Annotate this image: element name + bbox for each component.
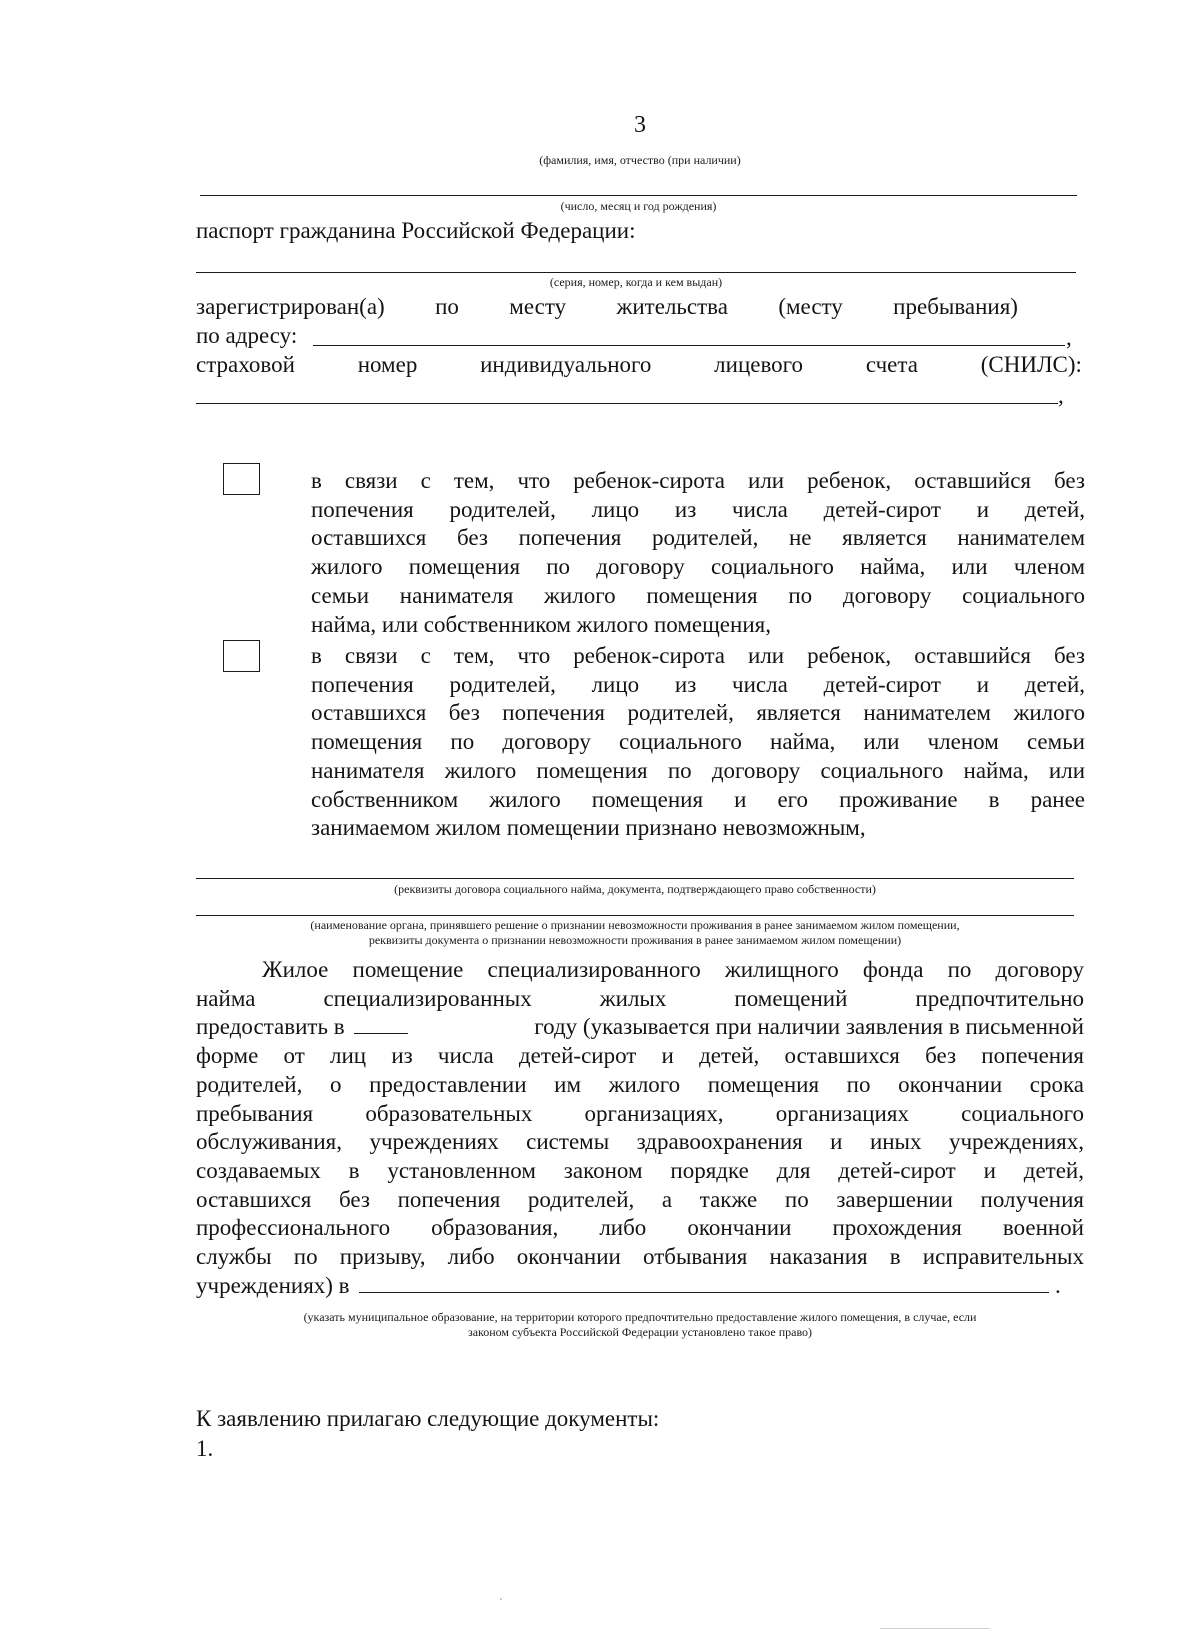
snils-word: страховой [196, 352, 295, 377]
option-line: занимаемом жилом помещении признано невозможным, [311, 815, 866, 841]
passport-details-caption: (серия, номер, когда и кем выдан) [549, 275, 723, 289]
snils-comma: , [1058, 383, 1064, 408]
address-label: по адресу: [196, 323, 298, 348]
option-line: собственником жилого помещения и его проживание в ранее [311, 786, 1085, 812]
option-line: оставшихся без попечения родителей, не является нанимателем [311, 525, 1085, 551]
option-line: попечения родителей, лицо из числа детей-сирот и детей, [311, 496, 1085, 522]
registration-label [196, 292, 1018, 321]
paragraph-line: профессионального образования, либо окончании прохождения военной [196, 1215, 1084, 1241]
option-line: попечения родителей, лицо из числа детей-сирот и детей, [311, 671, 1085, 697]
fio-caption: (фамилия, имя, отчество (при наличии) [539, 153, 741, 167]
municipality-blank[interactable] [359, 1274, 1049, 1293]
paragraph-word: предпочтительно [915, 985, 1084, 1011]
municipality-caption [196, 1310, 1084, 1340]
snils-word: номер [357, 352, 418, 377]
paragraph-line [196, 1013, 1084, 1042]
paragraph-line: родителей, о предоставлении им жилого помещения по окончании срока [196, 1071, 1084, 1097]
registration-word: жительства [616, 294, 728, 319]
passport-label: паспорт гражданина Российской Федерации: [196, 218, 636, 243]
snils-word: счета [865, 352, 918, 377]
paragraph-line [196, 985, 1084, 1014]
attachments-heading: К заявлению прилагаю следующие документы: [196, 1406, 660, 1431]
registration-word: по [435, 294, 459, 319]
birth-date-line[interactable] [200, 195, 1077, 196]
municipality-caption-line-2: законом субъекта Российской Федерации установлено такое право) [467, 1325, 813, 1339]
paragraph-text: году (указывается при наличии заявления в письменной [534, 1014, 1084, 1040]
paragraph-line: Жилое помещение специализированного жилищного фонда по договору [262, 957, 1084, 982]
option-line: оставшихся без попечения родителей, является нанимателем жилого [311, 700, 1085, 726]
snils-word: индивидуального [480, 352, 652, 377]
paragraph-word: жилых [599, 985, 667, 1011]
organ-caption-line-2: реквизиты документа о признании невозможности проживания в ранее занимаемом жилом помещении) [368, 933, 902, 947]
registration-word: зарегистрирован(а) [196, 294, 385, 319]
municipality-caption-line-1: (указать муниципальное образование, на территории которого предпочтительно предоставление жилого помещения, в случае, если [303, 1310, 977, 1324]
contract-details-line[interactable] [196, 878, 1074, 879]
option-line: в связи с тем, что ребенок-сирота или ребенок, оставшийся без [311, 643, 1085, 668]
paragraph-word: найма [196, 985, 256, 1011]
organ-decision-caption [196, 918, 1074, 948]
paragraph-word: специализированных [323, 985, 532, 1011]
paragraph-line: службы по призыву, либо окончании отбывания наказания в исправительных [196, 1244, 1084, 1270]
option-line: в связи с тем, что ребенок-сирота или ребенок, оставшийся без [311, 468, 1085, 493]
passport-details-line[interactable] [196, 272, 1076, 273]
main-paragraph [196, 956, 1084, 1300]
paragraph-line [196, 1272, 1084, 1301]
option-line: помещения по договору социального найма, или членом семьи [311, 729, 1085, 755]
organ-decision-line[interactable] [196, 915, 1074, 916]
registration-word: (месту [778, 294, 843, 319]
snils-label [196, 350, 1082, 379]
birth-date-caption: (число, месяц и год рождения) [560, 199, 717, 213]
paragraph-text: предоставить в [196, 1014, 345, 1040]
paragraph-line: пребывания образовательных организациях, организациях социального [196, 1100, 1084, 1126]
option-line: нанимателя жилого помещения по договору социального найма, или [311, 757, 1085, 783]
snils-line[interactable] [196, 403, 1058, 404]
paragraph-text: учреждениях) в [196, 1272, 350, 1298]
paragraph-line: форме от лиц из числа детей-сирот и детей, оставшихся без попечения [196, 1043, 1084, 1069]
option-2-text [311, 642, 1085, 843]
snils-word: (СНИЛС): [980, 352, 1082, 377]
option-line: семьи нанимателя жилого помещения по договору социального [311, 582, 1085, 608]
option-line: жилого помещения по договору социального найма, или членом [311, 554, 1085, 580]
registration-word: месту [509, 294, 567, 319]
scan-edge-mark [880, 1628, 990, 1629]
paragraph-line: создаваемых в установленном законом порядке для детей-сирот и детей, [196, 1157, 1084, 1183]
scan-speck [500, 1598, 502, 1600]
paragraph-line: обслуживания, учреждениях системы здравоохранения и иных учреждениях, [196, 1129, 1084, 1155]
address-line[interactable] [313, 345, 1065, 346]
paragraph-word: помещений [734, 985, 848, 1011]
organ-caption-line-1: (наименование органа, принявшего решение о признании невозможности проживания в ранее занимаемом жилом помещении, [310, 918, 960, 932]
year-blank[interactable] [354, 1015, 408, 1034]
paragraph-text: . [1055, 1272, 1061, 1298]
page-number: 3 [634, 112, 646, 138]
registration-word: пребывания) [893, 294, 1018, 319]
paragraph-line: оставшихся без попечения родителей, а также по завершении получения [196, 1186, 1084, 1212]
option-2-checkbox[interactable] [223, 640, 260, 672]
snils-word: лицевого [714, 352, 804, 377]
option-line: найма, или собственником жилого помещения, [311, 611, 771, 637]
option-1-text [311, 467, 1085, 639]
contract-details-caption: (реквизиты договора социального найма, документа, подтверждающего право собственности) [394, 882, 876, 896]
option-1-checkbox[interactable] [223, 463, 260, 495]
attachment-item-1: 1. [196, 1436, 214, 1461]
address-comma: , [1066, 325, 1072, 350]
